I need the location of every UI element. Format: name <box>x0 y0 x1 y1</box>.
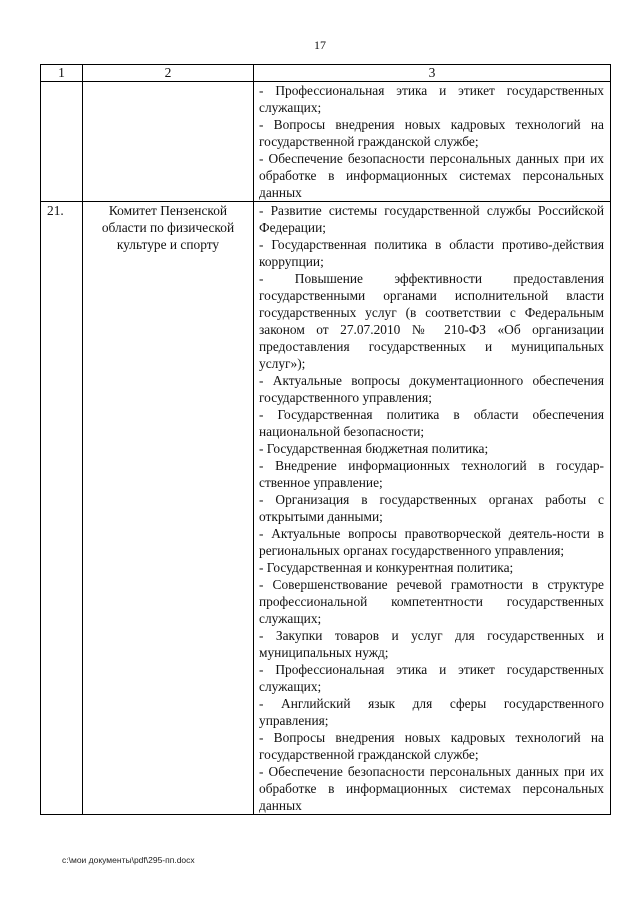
list-item: - Вопросы внедрения новых кадровых технологий на государственной гражданской службе; <box>259 730 604 762</box>
list-item: - Государственная политика в области противо-действия коррупции; <box>259 237 604 269</box>
list-item: - Обеспечение безопасности персональных данных при их обработке в информационных системах персональных данных <box>259 151 604 200</box>
list-item: - Вопросы внедрения новых кадровых технологий на государственной гражданской службе; <box>259 117 604 149</box>
list-item: - Английский язык для сферы государственного управления; <box>259 696 604 728</box>
list-item: - Профессиональная этика и этикет государственных служащих; <box>259 662 604 694</box>
continuation-items-cell <box>254 82 611 202</box>
list-item: - Государственная бюджетная политика; <box>259 441 489 456</box>
list-item: - Актуальные вопросы правотворческой деятель-ности в региональных органах государственного управления; <box>259 526 604 558</box>
table-row-continuation <box>41 82 611 202</box>
list-item: - Организация в государственных органах работы с открытыми данными; <box>259 492 604 524</box>
table-header-row <box>41 65 611 82</box>
column-header-3: 3 <box>254 65 611 82</box>
list-item: - Закупки товаров и услуг для государственных и муниципальных нужд; <box>259 628 604 660</box>
list-item: - Актуальные вопросы документационного обеспечения государственного управления; <box>259 373 604 405</box>
list-item: - Развитие системы государственной службы Российской Федерации; <box>259 203 604 235</box>
list-item: - Государственная политика в области обеспечения национальной безопасности; <box>259 407 604 439</box>
list-item: - Профессиональная этика и этикет государственных служащих; <box>259 83 604 115</box>
organization-name: Комитет Пензенской области по физической культуре и спорту <box>83 202 254 815</box>
course-items-cell <box>254 202 611 815</box>
list-item: - Совершенствование речевой грамотности в структуре профессиональной компетентности государственных служащих; <box>259 577 604 626</box>
column-header-1: 1 <box>41 65 83 82</box>
empty-organization-cell <box>83 82 254 202</box>
footer-file-path: c:\мои документы\pdf\295-пп.docx <box>62 855 195 865</box>
document-table <box>40 64 611 815</box>
page-number: 17 <box>314 38 326 52</box>
column-header-2: 2 <box>83 65 254 82</box>
list-item: - Внедрение информационных технологий в государ-ственное управление; <box>259 458 604 490</box>
row-number: 21. <box>41 202 83 815</box>
table-row-21 <box>41 202 611 815</box>
empty-number-cell <box>41 82 83 202</box>
list-item: - Повышение эффективности предоставления государственными органами исполнительной власти государственных услуг (в соответствии с Федеральным законом от 27.07.2010 № 210-ФЗ «Об организации предоставления государственных и муниципальных услуг»); <box>259 271 604 371</box>
list-item: - Обеспечение безопасности персональных данных при их обработке в информационных системах персональных данных <box>259 764 604 813</box>
list-item: - Государственная и конкурентная политика; <box>259 560 514 575</box>
